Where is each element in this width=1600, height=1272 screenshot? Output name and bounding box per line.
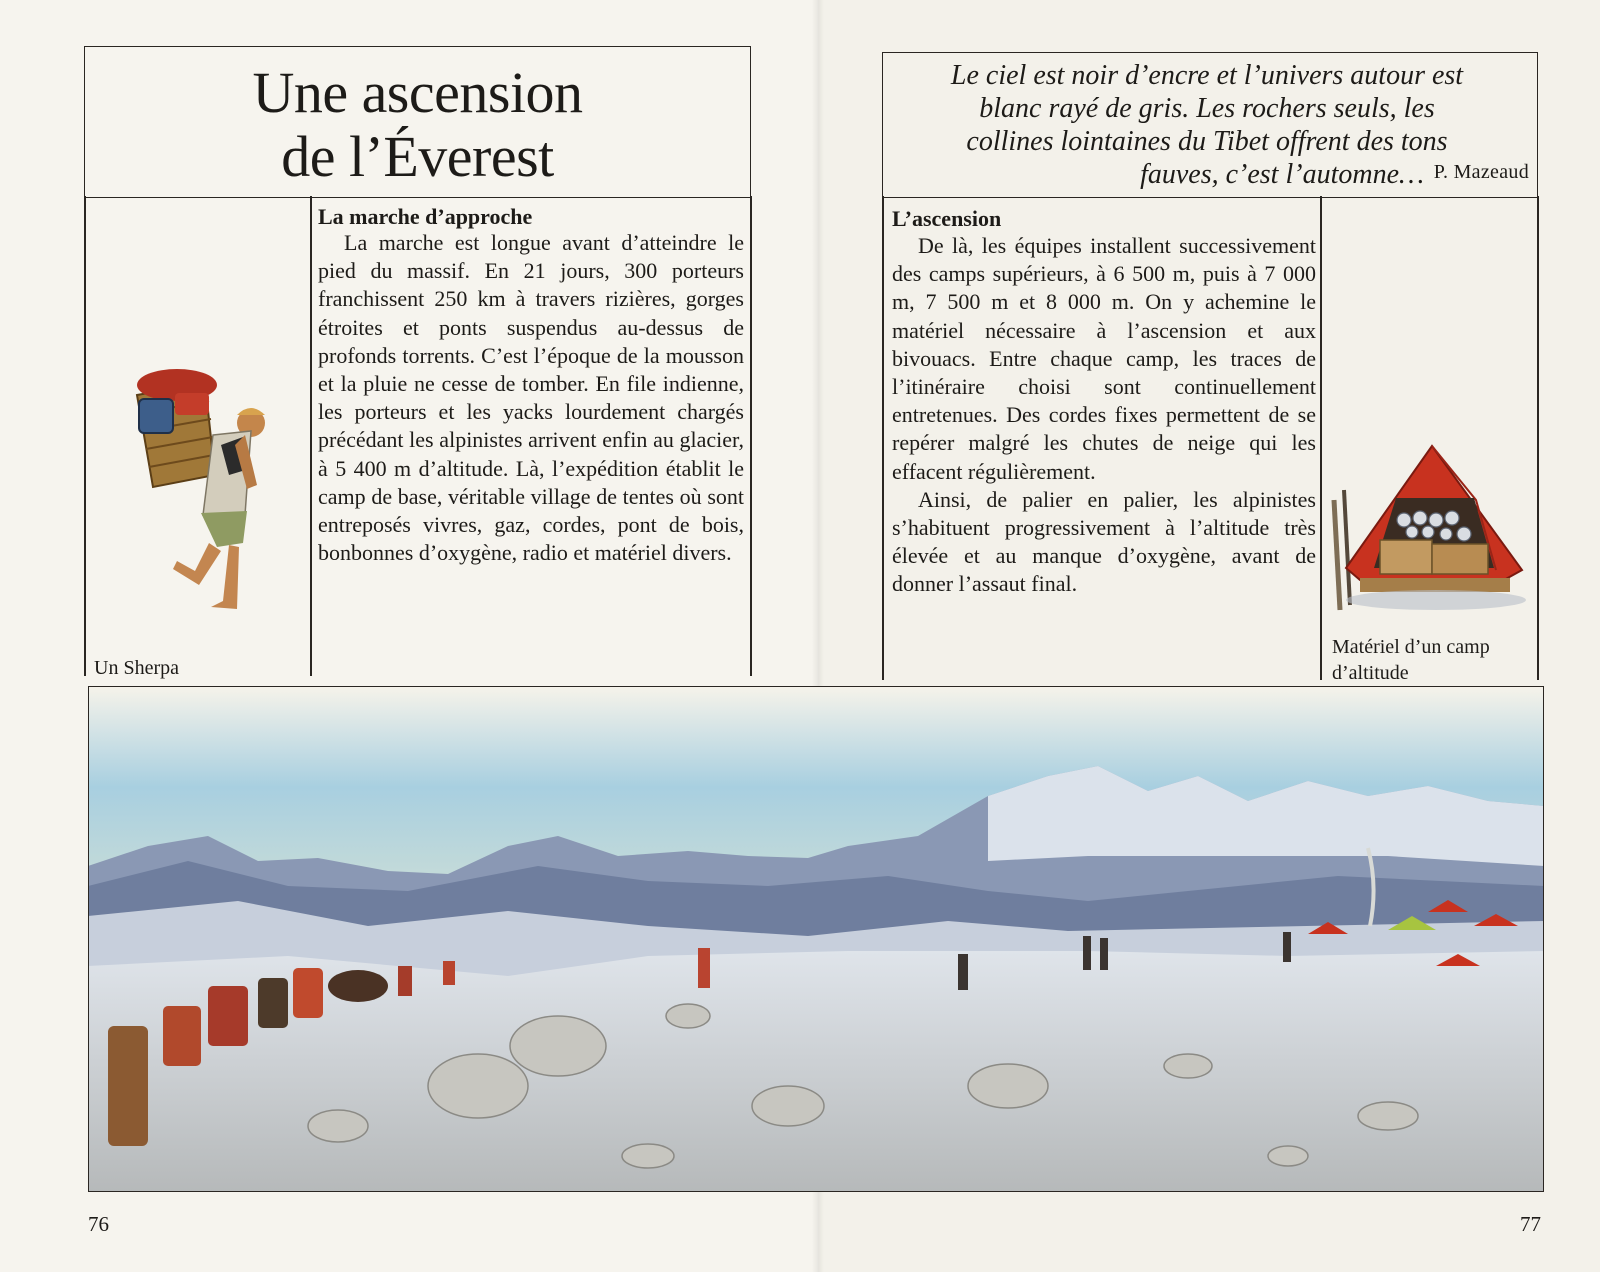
- page-number-left: 76: [88, 1212, 109, 1236]
- ascent-text-1: De là, les équipes installent successivement des camps supérieurs, à 6 500 m, puis à 7 000 m, 7 500 m et 8 000 m. On y achemine le matériel nécessaire à l’ascension et aux bivouacs. Entre chaque camp, les traces de l’itinéraire choisi sont continuellement entretenues. Des cordes fixes permettent de se repérer malgré les chutes de neige qui les effacent régulièrement.: [892, 233, 1316, 484]
- title-box: [84, 46, 751, 198]
- tent-caption-line1: Matériel d’un camp: [1332, 636, 1490, 658]
- sherpa-illustration: [125, 365, 275, 625]
- quote-author: P. Mazeaud: [1433, 161, 1529, 183]
- approach-paragraph: [318, 229, 744, 567]
- left-border-line: [84, 196, 86, 676]
- page-title-line1: Une ascension: [252, 60, 583, 125]
- quote-line-4: fauves, c’est l’automne…: [1140, 159, 1424, 190]
- tent-illustration: [1326, 440, 1538, 620]
- sherpa-caption: Un Sherpa: [94, 657, 179, 679]
- quote-line-1: Le ciel est noir d’encre et l’univers autour est: [950, 60, 1464, 91]
- section-heading-approach: La marche d’approche: [318, 204, 533, 229]
- tent-caption-line2: d’altitude: [1332, 662, 1409, 684]
- column-divider-right: [1320, 196, 1322, 680]
- column-divider-left: [310, 196, 312, 676]
- quote-line-3: collines lointaines du Tibet offrent des tons: [966, 126, 1448, 157]
- approach-text: La marche est longue avant d’atteindre le pied du massif. En 21 jours, 300 porteurs franchissent 250 km à travers rizières, gorges étroites et ponts suspendus au-dessus de profonds torrents. C’est l’époque de la mousson et la pluie ne cesse de tomber. En file indienne, les porteurs et les yacks lourdement chargés précédant les alpinistes arrivent enfin au glacier, à 5 400 m d’altitude. Là, l’expédition établit le camp de base, véritable village de tentes où sont entreposés vivres, gaz, cordes, pont de bois, bonbonnes d’oxygène, radio et matériel divers.: [318, 230, 744, 566]
- right-border-line: [750, 196, 752, 676]
- page-number-right: 77: [1520, 1212, 1541, 1236]
- right-page-left-border: [882, 196, 884, 680]
- page-title-line2: de l’Éverest: [281, 124, 554, 189]
- ascent-text-2: Ainsi, de palier en palier, les alpinistes s’habituent progressivement à l’altitude très élevée et au manque d’oxygène, avant de donner l’assaut final.: [892, 486, 1316, 597]
- section-heading-ascent: L’ascension: [892, 206, 1002, 231]
- everest-panorama-illustration: [88, 686, 1544, 1192]
- ascent-paragraphs: [892, 232, 1316, 599]
- quote-text: [897, 59, 1517, 191]
- quote-line-2: blanc rayé de gris. Les rochers seuls, les: [979, 93, 1435, 124]
- quote-box: [882, 52, 1538, 198]
